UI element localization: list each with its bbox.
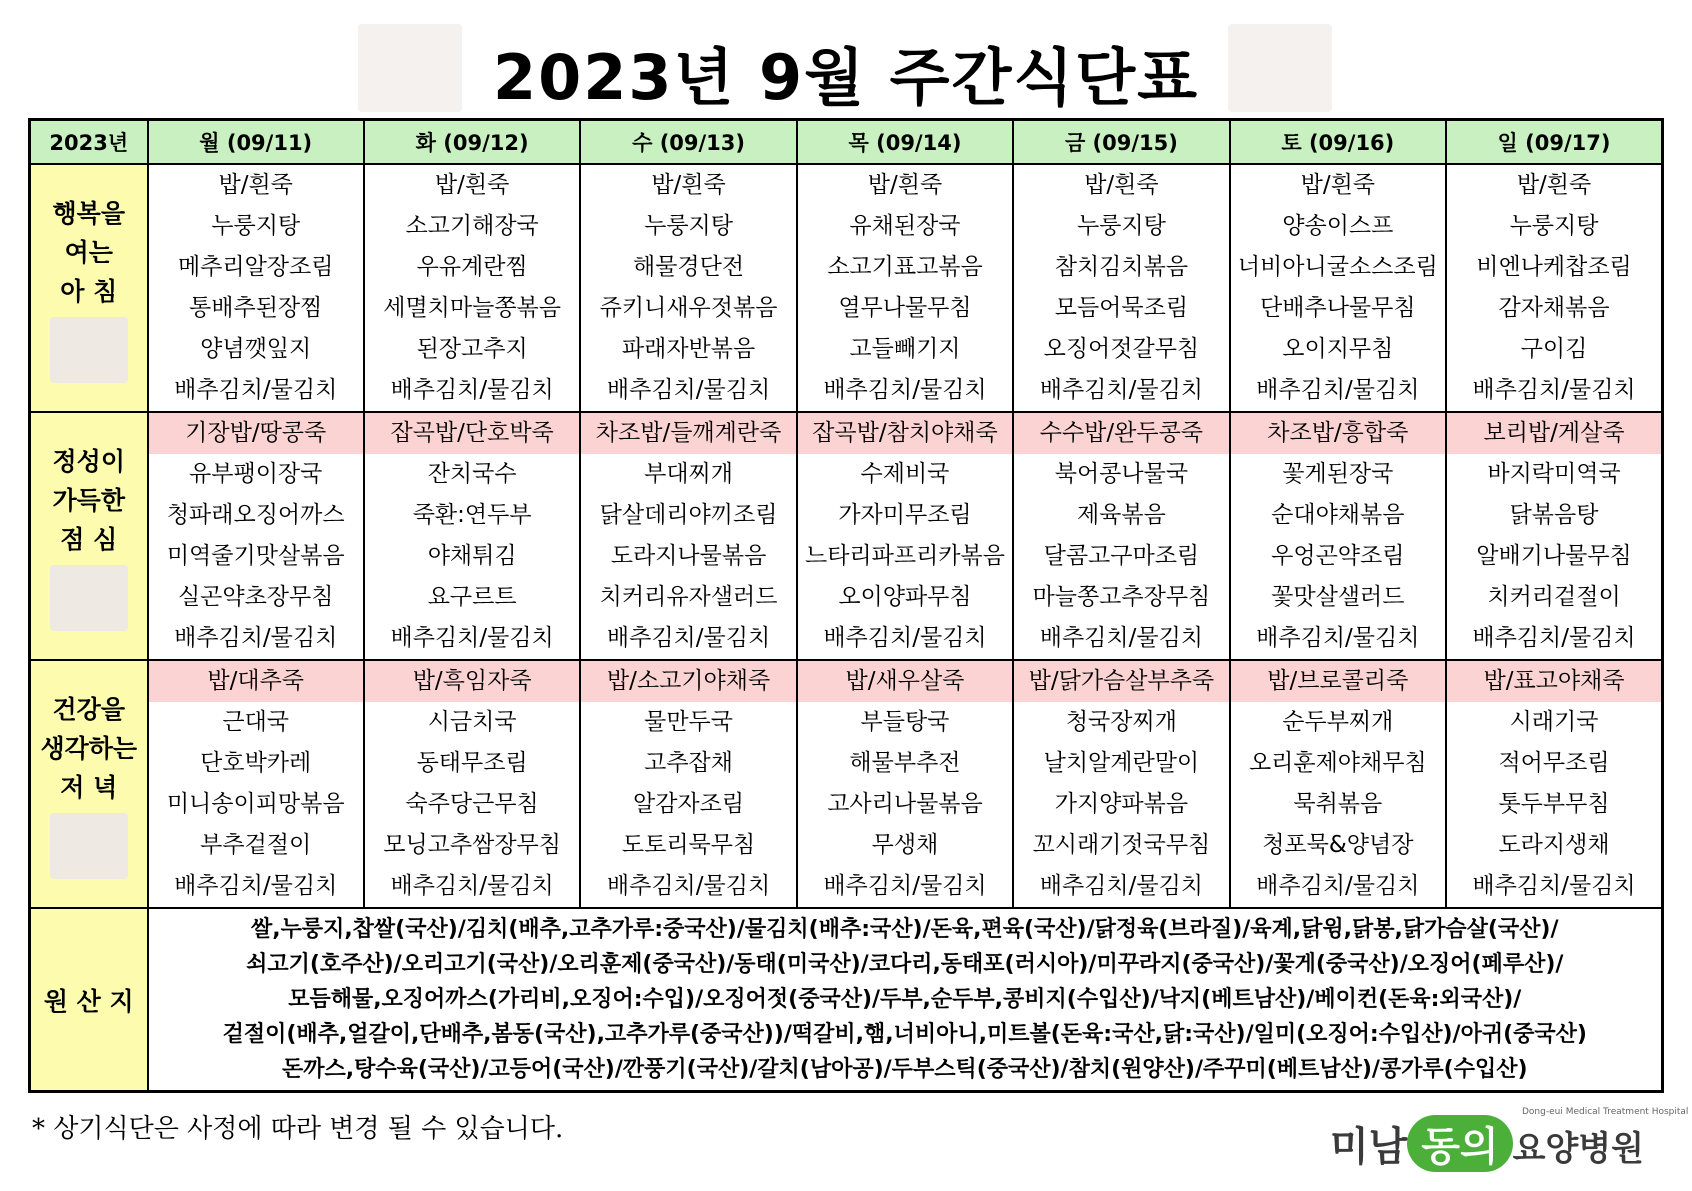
menu-item: 도라지생채: [1498, 832, 1610, 858]
origin-line: 쇠고기(호주산)/오리고기(국산)/오리훈제(중국산)/동태(미국산)/코다리,동태포(러시아)/미꾸라지(중국산)/꽃게(중국산)/오징어(페루산)/: [246, 952, 1564, 977]
menu-list: [1231, 165, 1445, 411]
menu-item: 단호박카레: [200, 750, 312, 776]
menu-item: 밥/흑임자죽: [365, 661, 579, 702]
weekly-menu-table: [28, 118, 1664, 1093]
notice-text: * 상기식단은 사정에 따라 변경 될 수 있습니다.: [32, 1114, 564, 1144]
menu-item: 감자채볶음: [1498, 295, 1610, 321]
menu-item: 된장고추지: [416, 336, 528, 362]
menu-item: 물만두국: [644, 709, 733, 735]
menu-item: 통배추된장찜: [189, 295, 323, 321]
menu-item: 수수밥/완두콩죽: [1014, 413, 1228, 454]
mascot-image-right: [1228, 24, 1332, 112]
menu-item: 유채된장국: [849, 213, 961, 239]
menu-cell: [1446, 660, 1662, 908]
menu-item: 밥/흰죽: [867, 172, 943, 198]
menu-item: 요구르트: [427, 584, 517, 610]
menu-cell: [580, 164, 796, 412]
meal-label-line: 가득한: [52, 485, 125, 515]
menu-item: 잡곡밥/단호박죽: [365, 413, 579, 454]
menu-item: 밥/소고기야채죽: [581, 661, 795, 702]
menu-list: [1447, 165, 1661, 411]
menu-item: 미니송이피망볶음: [166, 791, 345, 817]
menu-item: 배추김치/물김치: [390, 377, 554, 403]
menu-item: 동태무조림: [416, 750, 528, 776]
menu-item: 부추겉절이: [200, 832, 312, 858]
menu-item: 날치알계란말이: [1043, 750, 1200, 776]
menu-list: [798, 413, 1012, 659]
menu-item: 양념깻잎지: [200, 336, 312, 362]
menu-item: 너비아니굴소스조림: [1237, 254, 1438, 280]
menu-item: 실곤약초장무침: [177, 584, 334, 610]
menu-list: [365, 413, 579, 659]
meal-label-line: 건강을: [52, 694, 125, 724]
menu-list: [1231, 661, 1445, 907]
menu-item: 묵취볶음: [1293, 791, 1383, 817]
meal-label-line: 생각하는: [40, 733, 138, 763]
menu-item: 차조밥/흥합죽: [1231, 413, 1445, 454]
menu-item: 청파래오징어까스: [166, 502, 345, 528]
menu-list: [798, 661, 1012, 907]
menu-item: 배추김치/물김치: [1256, 377, 1420, 403]
origin-label: 원 산 지: [30, 908, 148, 1092]
menu-list: [1447, 413, 1661, 659]
dinner-label: [30, 660, 148, 908]
menu-item: 모닝고추쌈장무침: [383, 832, 561, 858]
menu-item: 소고기해장국: [405, 213, 539, 239]
menu-item: 밥/대추죽: [149, 661, 363, 702]
menu-item: 비엔나케찹조림: [1476, 254, 1632, 280]
year-cell: 2023년: [30, 120, 148, 165]
menu-item: 밥/흰죽: [1300, 172, 1376, 198]
menu-cell: [1230, 660, 1446, 908]
menu-item: 가자미무조림: [838, 502, 972, 528]
menu-item: 세멸치마늘쫑볶음: [383, 295, 561, 321]
menu-item: 모듬어묵조림: [1054, 295, 1189, 321]
menu-cell: [1013, 412, 1229, 660]
day-header: 화 (09/12): [364, 120, 580, 165]
meal-label-line: 아 침: [60, 276, 118, 306]
menu-cell: [364, 412, 580, 660]
menu-item: 청포묵&양념장: [1262, 832, 1414, 858]
menu-item: 치커리유자샐러드: [599, 584, 778, 610]
menu-item: 밥/닭가슴살부추죽: [1014, 661, 1228, 702]
menu-item: 닭볶음탕: [1509, 502, 1599, 528]
menu-cell: [148, 164, 364, 412]
menu-cell: [580, 660, 796, 908]
menu-cell: [797, 660, 1013, 908]
menu-item: 밥/표고야채죽: [1447, 661, 1661, 702]
menu-item: 제육볶음: [1076, 502, 1166, 528]
lunch-row: [30, 412, 1663, 660]
menu-item: 꽃맛살샐러드: [1271, 584, 1405, 610]
menu-item: 부대찌개: [644, 461, 733, 487]
menu-cell: [364, 660, 580, 908]
menu-cell: [1230, 412, 1446, 660]
menu-item: 우엉곤약조림: [1271, 543, 1405, 569]
menu-item: 열무나물무침: [838, 295, 972, 321]
menu-item: 누룽지탕: [644, 213, 733, 239]
menu-item: 근대국: [222, 709, 290, 735]
menu-item: 배추김치/물김치: [606, 625, 771, 651]
menu-item: 알배기나물무침: [1476, 543, 1632, 569]
menu-item: 배추김치/물김치: [1472, 625, 1636, 651]
menu-list: [1231, 413, 1445, 659]
menu-item: 해물경단전: [633, 254, 745, 280]
day-header: 일 (09/17): [1446, 120, 1662, 165]
menu-item: 가지양파볶음: [1054, 791, 1189, 817]
menu-item: 숙주당근무침: [405, 791, 539, 817]
menu-item: 배추김치/물김치: [606, 377, 771, 403]
menu-item: 밥/브로콜리죽: [1231, 661, 1445, 702]
menu-item: 배추김치/물김치: [823, 625, 987, 651]
menu-item: 도토리묵무침: [621, 832, 756, 858]
menu-item: 배추김치/물김치: [174, 873, 338, 899]
menu-item: 밥/흰죽: [1084, 172, 1159, 198]
menu-list: [1014, 661, 1228, 907]
menu-item: 배추김치/물김치: [1256, 873, 1420, 899]
menu-item: 배추김치/물김치: [1472, 377, 1636, 403]
menu-item: 해물부추전: [849, 750, 961, 776]
menu-item: 무생채: [871, 832, 939, 858]
origin-line: 겉절이(배추,얼갈이,단배추,봄동(국산),고추가루(중국산))/떡갈비,햄,너비아니,미트볼(돈육:국산,닭:국산)/일미(오징어:수입산)/아귀(중국산): [222, 1022, 1587, 1047]
menu-list: [365, 165, 579, 411]
menu-item: 배추김치/물김치: [174, 625, 338, 651]
breakfast-label: [30, 164, 148, 412]
menu-item: 죽환:연두부: [412, 502, 532, 528]
menu-item: 배추김치/물김치: [1039, 625, 1204, 651]
menu-item: 미역줄기맛살볶음: [166, 543, 345, 569]
menu-item: 도라지나물볶음: [610, 543, 767, 569]
breakfast-row: [30, 164, 1663, 412]
menu-item: 닭살데리야끼조림: [599, 502, 778, 528]
menu-item: 오징어젓갈무침: [1043, 336, 1200, 362]
menu-item: 달콤고구마조림: [1043, 543, 1200, 569]
menu-item: 알감자조림: [633, 791, 745, 817]
menu-cell: [364, 164, 580, 412]
menu-item: 배추김치/물김치: [390, 625, 554, 651]
menu-item: 순두부찌개: [1282, 709, 1394, 735]
menu-list: [581, 413, 795, 659]
menu-list: [581, 661, 795, 907]
header-row: [30, 120, 1663, 165]
day-header: 월 (09/11): [148, 120, 364, 165]
meal-label-line: 행복을: [52, 198, 125, 228]
menu-list: [581, 165, 795, 411]
title-area: [0, 18, 1692, 118]
menu-item: 오이양파무침: [838, 584, 972, 610]
menu-cell: [148, 412, 364, 660]
menu-item: 배추김치/물김치: [606, 873, 771, 899]
menu-item: 차조밥/들깨계란죽: [581, 413, 795, 454]
menu-item: 메추리알장조림: [177, 254, 334, 280]
origin-line: 모듬해물,오징어까스(가리비,오징어:수입)/오징어젓(중국산)/두부,순두부,콩비지(수입산)/낙지(베트남산)/베이컨(돈육:외국산)/: [288, 987, 1522, 1012]
logo-text-part1: 미남: [1330, 1124, 1408, 1170]
menu-item: 소고기표고볶음: [827, 254, 983, 280]
lunch-label: [30, 412, 148, 660]
menu-item: 부들탕국: [860, 709, 950, 735]
menu-item: 유부팽이장국: [189, 461, 323, 487]
menu-item: 배추김치/물김치: [1039, 873, 1204, 899]
menu-item: 밥/흰죽: [218, 172, 293, 198]
logo-text-part2: 동의: [1407, 1115, 1512, 1172]
menu-item: 구이김: [1520, 336, 1588, 362]
menu-list: [149, 661, 363, 907]
menu-list: [798, 165, 1012, 411]
hospital-logo: [1330, 1107, 1689, 1175]
menu-item: 오리훈제야채무침: [1248, 750, 1427, 776]
menu-item: 고추잡채: [644, 750, 733, 776]
menu-cell: [1446, 164, 1662, 412]
menu-cell: [148, 660, 364, 908]
menu-cell: [1446, 412, 1662, 660]
mascot-image: [50, 565, 128, 631]
page-title: 2023년 9월 주간식단표: [492, 41, 1200, 114]
meal-label-line: 정성이: [52, 446, 125, 476]
mascot-image: [50, 813, 128, 879]
menu-item: 양송이스프: [1282, 213, 1394, 239]
menu-item: 밥/흰죽: [434, 172, 510, 198]
menu-item: 누룽지탕: [1509, 213, 1599, 239]
menu-item: 톳두부무침: [1498, 791, 1610, 817]
menu-list: [1447, 661, 1661, 907]
menu-cell: [580, 412, 796, 660]
menu-item: 밥/새우살죽: [798, 661, 1012, 702]
menu-item: 쥬키니새우젓볶음: [599, 295, 778, 321]
menu-item: 야채튀김: [427, 543, 517, 569]
menu-item: 잔치국수: [427, 461, 517, 487]
menu-list: [149, 413, 363, 659]
menu-item: 보리밥/게살죽: [1447, 413, 1661, 454]
dinner-row: [30, 660, 1663, 908]
menu-item: 치커리겉절이: [1487, 584, 1621, 610]
menu-item: 꼬시래기젓국무침: [1032, 832, 1211, 858]
menu-list: [365, 661, 579, 907]
logo-english-text: Dong-eui Medical Treatment Hospital: [1522, 1107, 1689, 1117]
origin-row: [30, 908, 1663, 1092]
origin-info: [148, 908, 1663, 1092]
menu-item: 단배추나물무침: [1260, 295, 1416, 321]
menu-item: 꽃게된장국: [1282, 461, 1394, 487]
menu-item: 파래자반볶음: [621, 336, 756, 362]
menu-cell: [797, 164, 1013, 412]
menu-item: 배추김치/물김치: [1256, 625, 1420, 651]
menu-item: 배추김치/물김치: [823, 873, 987, 899]
origin-line: 쌀,누룽지,찹쌀(국산)/김치(배추,고추가루:중국산)/물김치(배추:국산)/돈육,편육(국산)/닭정육(브라질)/육계,닭윙,닭봉,닭가슴살(국산)/: [250, 917, 1559, 942]
meal-label-line: 저 녁: [60, 772, 118, 802]
menu-cell: [1013, 660, 1229, 908]
menu-list: [149, 165, 363, 411]
menu-cell: [1230, 164, 1446, 412]
menu-cell: [1013, 164, 1229, 412]
menu-item: 바지락미역국: [1487, 461, 1621, 487]
menu-item: 배추김치/물김치: [174, 377, 338, 403]
menu-item: 밥/흰죽: [1516, 172, 1592, 198]
menu-item: 시금치국: [427, 709, 517, 735]
meal-label-line: 여는: [64, 237, 113, 267]
mascot-image: [50, 317, 128, 383]
menu-item: 고사리나물볶음: [827, 791, 983, 817]
menu-item: 우유계란찜: [416, 254, 528, 280]
menu-item: 배추김치/물김치: [823, 377, 987, 403]
menu-item: 청국장찌개: [1065, 709, 1177, 735]
meal-label-line: 점 심: [60, 524, 118, 554]
menu-item: 누룽지탕: [211, 213, 301, 239]
menu-cell: [797, 412, 1013, 660]
menu-item: 누룽지탕: [1076, 213, 1166, 239]
menu-item: 북어콩나물국: [1054, 461, 1189, 487]
menu-item: 배추김치/물김치: [1472, 873, 1636, 899]
day-header: 금 (09/15): [1013, 120, 1229, 165]
day-header: 목 (09/14): [797, 120, 1013, 165]
menu-item: 배추김치/물김치: [390, 873, 554, 899]
logo-text-part3: 요양병원: [1512, 1129, 1644, 1169]
menu-item: 참치김치볶음: [1054, 254, 1189, 280]
menu-item: 적어무조림: [1498, 750, 1610, 776]
menu-item: 시래기국: [1509, 709, 1599, 735]
menu-item: 기장밥/땅콩죽: [149, 413, 363, 454]
day-header: 토 (09/16): [1230, 120, 1446, 165]
menu-item: 잡곡밥/참치야채죽: [798, 413, 1012, 454]
day-header: 수 (09/13): [580, 120, 796, 165]
menu-item: 수제비국: [860, 461, 950, 487]
menu-item: 마늘쫑고추장무침: [1032, 584, 1211, 610]
menu-item: 오이지무침: [1282, 336, 1394, 362]
origin-line: 돈까스,탕수육(국산)/고등어(국산)/깐풍기(국산)/갈치(남아공)/두부스틱(중국산)/참치(원양산)/주꾸미(베트남산)/콩가루(수입산): [281, 1057, 1528, 1082]
menu-item: 느타리파프리카볶음: [804, 543, 1005, 569]
menu-list: [1014, 165, 1228, 411]
menu-item: 순대야채볶음: [1271, 502, 1405, 528]
menu-item: 고들빼기지: [849, 336, 961, 362]
menu-list: [1014, 413, 1228, 659]
menu-item: 배추김치/물김치: [1039, 377, 1204, 403]
menu-item: 밥/흰죽: [651, 172, 726, 198]
